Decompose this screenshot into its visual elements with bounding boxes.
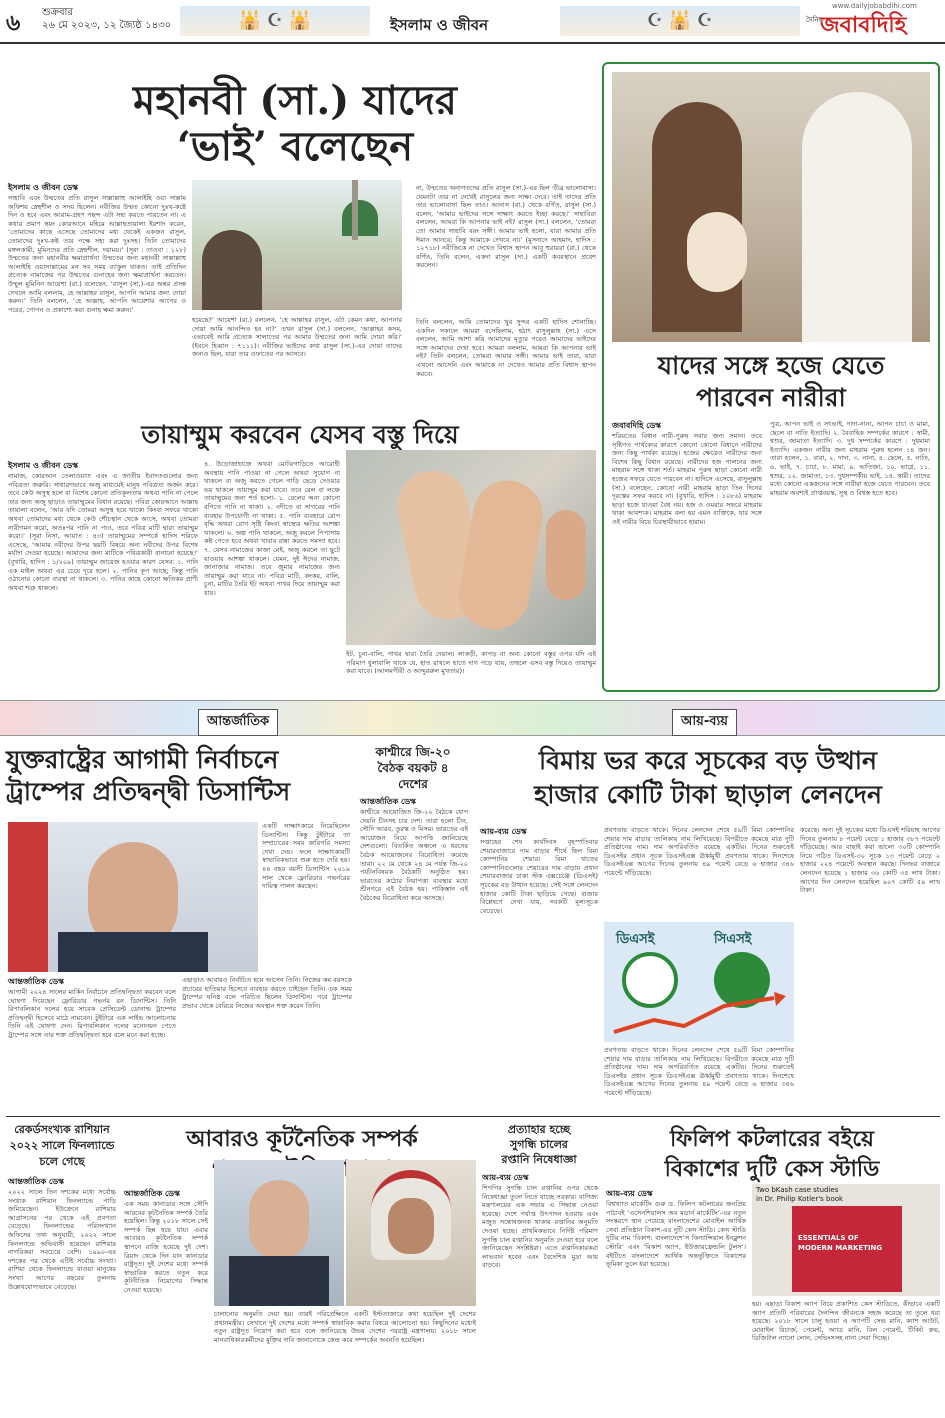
article6-column-2: প্রবণতায় বাড়তে থাকে। দিনের লেনদেন শেষে ৫৯টি বিমা কোম্পানির শেয়ার দাম বাড়ার তালিকায় নাম লিখিয়েছে। বিপরীতে কমেছে মাত্র দুটি প্রতিষ্ঠানের দাম। দাম অপরিবর্তিত রয়েছে একটির। দিনের শুরুতেই ডিএসইর প্রধান সূচক ডিএসইএক্স ঊর্ধ্বমুখী প্রবণতায় থাকে। দিনশেষে ডিএসইএক্স আগের দিনের তুলনায় ৪৯ পয়েন্ট বেড়ে ৬ হাজার ৩৪৬ পয়েন্টে দাঁড়িয়েছে। (604, 826, 794, 877)
book-cover (792, 1206, 902, 1292)
book-caption-2: in Dr. Philip Kotler's book (756, 1195, 844, 1203)
article7-headline: রেকর্ডসংখ্যক রাশিয়ান ২০২২ সালে ফিনল্যান্ডে চলে গেছে (9, 1123, 115, 1168)
baby-silhouette (687, 212, 747, 292)
article1-column-2: হয়েছে?’ আয়েশা (রা.) বললেন, ‘হে আল্লাহর রাসুল, এটা কেমন কথা, আপনার দোয়া আমি আনন্দিত হব না?’ তখন রাসুল (সা.) বললেন, ‘আল্লাহর কসম, এভাবেই আমি প্রত্যেক সালাতের পর আমার উম্মতের জন্য আমি দোয়া করি।’ (ইবনে হিব্বান : ৭১১১)। নবীজির ভাইদের কথা রাসুল (সা.)-এর দোয়া তাদের জন্যও ছিল, যারা তার ওফাতের পর আসবে। (192, 316, 402, 359)
article1-column-4: তিনি বললেন, আমি তোমাদের খুব সুন্দর একটি হাদিস শোনাচ্ছি। একদিন সকালে আমরা বসেছিলাম, হঠাৎ রাসুলুল্লাহ (সা.) এসে বললেন, আমি আশা করি আমাদের মৃত্যুর পরেও আমাদের ভাইদের সঙ্গে আমাদের দেখা হবে। আমরা বললাম, আমরা কি আপনার ভাই নই? তিনি বললেন, তোমরা আমার সঙ্গী। আমার ভাই তারা, যারা এখনো আসেনি এবং আমাকে না দেখেও আমার প্রতি বিশ্বাস স্থাপন করবে। (416, 318, 596, 378)
article4-desantis-photo (8, 822, 258, 972)
book-title-line-1: ESSENTIALS OF (798, 1234, 859, 1242)
suit-silhouette-trudeau (229, 1256, 329, 1306)
article4-column-2: একটি সাক্ষাৎকারে নিয়েছিলেন ডিসান্টিস। কিন্তু টুইটারে তা সম্প্রচারের সময় কারিগরি সমস্যা দেখা দেয়। ফলে সাক্ষাৎকারটি স্বাভাবিকভাবে শুরু হতে দেরি হয়। ৪৪ বছর বয়সী ডিসান্টিস ২০১৯ সাল থেকে ফ্লোরিডার গভর্নরের দায়িত্ব পালন করছেন। (262, 822, 350, 891)
article6-column-1: সপ্তাহের শেষ কার্যদিবস বৃহস্পতিবার শেয়ারবাজারে দাম বাড়ার শীর্ষে ছিল বিমা কোম্পানির শেয়ার। বিমা খাতের কোম্পানিগুলোর শেয়ারের দাম বাড়ায় প্রধান শেয়ারবাজার ঢাকা স্টক এক্সচেঞ্জে (ডিএসই) সূচকের বড় উত্থান হয়েছে। সেই সঙ্গে লেনদেন হাজার কোটি টাকা ছাড়িয়ে গেছে। বাজার বিশ্লেষণে দেখা যায়, সবকটি মূল্যসূচক বেড়েছে। (480, 838, 598, 915)
article10-headline: ফিলিপ কটলারের বইয়ে বিকাশের দুটি কেস স্টাডি (664, 1126, 880, 1182)
article3-column-1: নামাজ, কোরআন তেলাওয়াত এবং এ জাতীয় ইবাদতগুলোর জন্য পবিত্রতা জরুরি। সাধারণভাবে অজু মাধ্যমেই মানুষ পবিত্রতা অর্জন করে। তবে কেউ অসুস্থ হলে বা বিশেষ কোনো প্রতিকূলতায় অথবা পানি না পেলে তার জন্য অজু ছাড়াও তায়াম্মুমের বিধান রয়েছে। পবিত্র কোরআনে আল্লাহ তায়ালা বলেন, ‘আর যদি তোমরা অসুস্থ হয়ে থাকো কিংবা সফরে থাকো অথবা তোমাদের মধ্য থেকে কেউ শৌচস্থান থেকে আসে, অথবা তোমরা নারীগমন করো, অতঃপর পানি না পাও, তবে পবিত্র মাটি দ্বারা তায়াম্মুম করো।’ (সূরা নিসা, আয়াত : ৪৩) তায়াম্মুমের সম্পর্কে হাদিস শরিফে এসেছে, ‘আমার নবীদের উপর ছয়টি বিষয়ে অন্য নবীদের উপর বিশেষ মর্যাদা দেওয়া হয়েছে। আমাদের জন্য মাটিকে পবিত্রকারী বানানো হয়েছে।’ (বুখারি, হাদিস : ১/২০৯) তায়াম্মুম জায়েজ হওয়ার কারণ যেসব: ১. পানি এক মাইল অথবা এর চেয়ে দূরে হলে। ২. পানির কূপ আছে; কিন্তু পানি ওঠানোর কোনো ব্যবস্থা না থাকলে। ৩. পানির কাছে কোনো ক্ষতিকর প্রাণী অথবা শত্রু থাকলে। (8, 472, 198, 592)
article2-column-2: পুত্র, আপন ভাই ও সৎভাই, দাদা-নানা, আপন চাচা ও মামা, ছেলে বা নাতি ইত্যাদি। ২. বৈবাহিক সম্পর্কের কারণে : স্বামী, শ্বশুর, জামাতা ইত্যাদি। ৩. দুধ সম্পর্কের কারণে : দুধমামা ইত্যাদি। একজন নারীর জন্য মাহরাম পুরুষ হলেন ১৪ জন। তারা হলেন, ১. বাবা, ২. দাদা, ৩. নানা, ৪. ছেলে, ৫. নাতি, ৬. ভাই, ৭. চাচা, ৮. মামা, ৯. ভাতিজা, ১০. ভাগ্নে, ১১. শ্বশুর, ১২. জামাতা, ১৩. দুধসম্পর্কীয় ভাই, ১৪. স্বামী। তাদের মধ্যে কোনো একজনের সঙ্গে নারীরা হজে যেতে পারবেন। তবে মাহরাম অবশ্যই প্রাপ্তবয়স্ক, সুস্থ ও বিশ্বস্ত হতে হবে। (770, 420, 930, 497)
article10-byline: আয়-ব্যয় ডেস্ক (606, 1189, 653, 1198)
article1-column-1: সাহাবি এবং উম্মতের প্রতি রাসুল সাল্লাল্লাহু আলাইহি ওয়া সাল্লাম অফিশয় স্নেহশীল ও সদয় ছিলেন। নবীজির উম্মত কোনো দুঃখ-কষ্টে দিন ও হবে এবং আরাম-গ্রহণ পছন্দ এটা সহ্য করতে পারতেন না। এ কথার প্রমাণ স্বয়ং কোরআনে মহিমে আল্লাহতায়ালা ইরশাদ করেন, ‘তোমাদের কাছে এসেছে তোমাদের মধ্য থেকেই একজন রাসুল, তোমাদের দুঃখ-কষ্ট তার পক্ষে সহ্য করা দুঃসহ। তিনি তোমাদের মঙ্গলকামী, মুমিনদের প্রতি স্নেহশীল, দয়াময়।’ (সূরা : তাওবা : ১২৮) উম্মতের জন্য মহানবীর ক্ষমাপ্রার্থনা উম্মতের জন্য মহানবী সাল্লাল্লাহু আলাইহি ওয়াসাল্লামের মন সব সময় ব্যাকুল থাকত। তাই প্রতিদিন প্রত্যেক নামাজের পর উম্মতের গুনাহের জন্য ক্ষমাপ্রার্থনা করতেন। উম্মুল মুমিনিন আয়েশা (রা.) বলেছেন, ‘রাসুল (সা.)-এর অন্তর প্রসন্ন দেখলে আমি বললাম, হে আল্লাহর রাসুল, আপনি আমার জন্য দোয়া করুন।’ তিনি বললেন, ‘হে আল্লাহ, আপনি আয়েশার আগের ও পরের, গোপন ও প্রকাশ্যে করা গুনাহ ক্ষমা করুন।’ (8, 194, 186, 314)
article6-column-3: করেছে। অন্য দুই সূচকের মধ্যে ডিএসই শরিয়াহ আগের দিনের তুলনায় ৮ পয়েন্ট বেড়ে ১ হাজার ৩৮৭ পয়েন্টে দাঁড়িয়েছে। আর বাছাই করা ভালো ৩০টি কোম্পানি নিয়ে গঠিত ডিএসই-৩০ সূচক ১৩ পয়েন্ট বেড়ে ২ হাজার ২২৪ পয়েন্টে অবস্থান করছে। দিনভর বাজারে লেনদেন হয়েছে ১ হাজার ৩৬ কোটি ৩৫ লাখ টাকা। আগের দিন লেনদেন হয়েছিল ৯০৭ কোটি ৫৯ লাখ টাকা। (800, 826, 940, 895)
article6-byline: আয়-ব্যয় ডেস্ক (480, 827, 527, 836)
face-silhouette-mbs (388, 1198, 434, 1254)
book-caption-1: Two bKash case studies (756, 1186, 839, 1194)
international-section-label: আন্তর্জাতিক (198, 709, 278, 736)
article8-byline: আন্তর্জাতিক ডেস্ক (124, 1189, 180, 1198)
section-title: ইসলাম ও জীবন (390, 16, 489, 34)
article3-headline: তায়াম্মুম করবেন যেসব বস্তু দিয়ে (141, 420, 459, 449)
face-silhouette-trudeau (249, 1180, 309, 1260)
article8-headline: আবারও কূটনৈতিক সম্পর্ক (186, 1126, 418, 1152)
article3-tayammum-photo (346, 450, 596, 645)
article10-book-graphic (752, 1184, 940, 1296)
header-mosque-banner-left: 🕌 ☪ 🕌 (180, 6, 370, 36)
article5-headline: কাশ্মীরে জি-২০ বৈঠক বয়কট ৪ দেশের (375, 745, 451, 791)
article1-column-3: না, উম্মতের অনাগতদের প্রতি রাসুল (সা.)-এর ছিল তীব্র ভালোবাসা। যেমনটা তার না দেখেই রাসুলের জন্য সাক্ষ্য দেবে। তাই তাদের প্রতি তার ভালোবাসা ছিল তাও। আনাস (রা.) থেকে বর্ণিত, রাসুল (সা.) বলেন, ‘আমার ভাইদের সঙ্গে সাক্ষাৎ করতে ইচ্ছা করছে।’ সাহাবিরা বললেন, আমরা কি আপনার ভাই নই? রাসুল (সা.) বললেন, ‘তোমরা তো আমার সাহাবি বরং সঙ্গী। আমার ভাই হলো, যারা আমার প্রতি ঈমান আনবে; কিন্তু আমাকে দেখবে না।’ (মুসনাদে আহমাদ, হাদিস : ১২৭১৮) নবীজিকে না দেখেও বিশ্বাস স্থাপন আবু হুরায়রা (রা.) থেকে বর্ণিত, তিনি বলেন, একদা রাসুল (সা.) একটি কবরস্থানে প্রবেশ করলেন। (416, 184, 596, 270)
article8-trudeau-photo (214, 1160, 344, 1306)
article3-column-2: ৪. উড়োজাহাজে অথবা মোটরগাড়িতে আরোহী অবস্থায় পানি পাওয়া না গেলে অথবা সুযোগ না থাকলে বা অজু করতে গেলে গাড়ি ছেড়ে দেওয়ার ভয় থাকলে তায়াম্মুম করা যাবে। তবে রেল বা লঞ্চে তায়াম্মুমের জন্য শর্ত হলো- ১. রেলের অন্য কোনো বগিতে পানি না থাকা। ২. নদীতে বা সাগরের পানি ব্যবহার উপযোগী না থাকা। ৫. পানি ব্যবহারে রোগ বৃদ্ধি অথবা রোগ সৃষ্টি কিংবা স্বাস্থ্যের ক্ষতির আশঙ্কা থাকলে। ৬. অল্প পানি থাকলে, অজু করলে পিপাসায় কষ্ট পেতে হবে অথবা খাবার রান্না করতে সমস্যা হবে। ৭. যেসব নামাজের কাজা নেই, অজু করলে তা ছুটে যাওয়ার আশঙ্কা থাকলে। যেমন, দুই ঈদের নামাজ, জানাজার নামাজ। তবে জুমার নামাজের জন্য তায়াম্মুম করা যাবে না। পবিত্র মাটি, কংকর, বালি, চুনা, মাটির তৈরি ইট অথবা পাথর দিয়ে তায়াম্মুম করা যায়। (204, 460, 340, 597)
minaret-icon (352, 180, 358, 240)
article4-column-1: আগামী ২০২৪ সালের মার্কিন নির্বাচনে প্রতিদ্বন্দ্বিতা করবেন বলে ঘোষণা দিয়েছেন ফ্লোরিডার গভর্নর রন ডিসান্টিস। তিনি রিপাবলিকান দলের হয়ে সাবেক প্রেসিডেন্ট ডোনাল্ড ট্রাম্পের প্রতিদ্বন্দ্বী হিসেবে মাঠে নামবেন। টুইটারে এক লাইভ আলোচনায় তিনি এই ঘোষণা দেন। রিপাবলিকান দলের মনোনয়ন পেতে ট্রাম্পের সঙ্গে তার শক্ত প্রতিদ্বন্দ্বিতা হবে বলে মনে করা হচ্ছে। (8, 988, 176, 1039)
article9-byline: আয়-ব্যয় ডেস্ক (482, 1173, 529, 1182)
article6-market-graphic (604, 922, 794, 1042)
worshipper-silhouette (202, 230, 262, 310)
article4-byline: আন্তর্জাতিক ডেস্ক (8, 977, 64, 986)
income-expense-section-label: আয়-ব্যয় (672, 709, 737, 736)
newspaper-logo: জবাবদিহি (820, 12, 907, 38)
article9-headline: প্রত্যাহার হচ্ছে সুগন্ধি চালের রপ্তানি নিষেধাজ্ঞা (501, 1123, 577, 1166)
article2-byline: জবাবদিহি ডেস্ক (612, 421, 662, 430)
article4-headline: যুক্তরাষ্ট্রের আগামী নির্বাচনে ট্রাম্পের প্রতিদ্বন্দ্বী ডিসান্টিস (6, 745, 291, 806)
article8-mbs-photo (346, 1160, 476, 1306)
issue-date-text: ২৬ মে ২০২৩, ১২ জ্যৈষ্ঠ ১৪৩০ (42, 20, 172, 31)
article5-column-1: কাশ্মীরে আয়োজিত জি-২০ বৈঠকে যোগ দেয়নি চীনসহ চার দেশ। তারা হলো চীন, সৌদি আরব, তুরস্ক ও মিসর। ভারতের এই আয়োজন নিয়ে আপত্তি জানিয়েছে দেশগুলো। বিতর্কিত অঞ্চলে এ ধরনের বৈঠক আয়োজনের বিরোধিতা করেছে তারা। ২২ মে থেকে ২৪ মে পর্যন্ত জি-২০ পর্যটনবিষয়ক বৈঠকটি অনুষ্ঠিত হয়। ভারতের কঠোর নিরাপত্তা ব্যবস্থার মধ্যে শ্রীনগরে এই বৈঠক হয়। পাকিস্তান এই বৈঠকের বিরোধিতা করে আসছে। (360, 808, 468, 902)
section-band (0, 700, 945, 736)
article7-byline: আন্তর্জাতিক ডেস্ক (8, 1177, 64, 1186)
hand-right (454, 475, 549, 635)
issue-date (42, 6, 171, 32)
dse-label: ডিএসই (616, 932, 655, 947)
page-header (0, 0, 945, 44)
article10-column-2: হয়। এছাড়া বিকাশ অ্যাপ নিয়ে প্রকাশিত কেস স্টাডিতে, কীভাবে একটি অ্যাপ প্রতিটি পরিবারের দৈনন্দিন জীবনকে সহজ করেছে তা তুলে ধরা হয়েছে। ২০১৮ সালে চালু হওয়া এ অ্যাপটি সেন্ড মানি, ক্যাশ আউট, মোবাইল রিচার্জ, পেমেন্ট, অ্যাড মানি, বিল পেমেন্ট, টিকিট ক্রয়, ডিজিটাল ন্যানো লোন, সেভিংসসহ নানা সেবা দিচ্ছে। (752, 1300, 940, 1343)
article6-headline: বিমায় ভর করে সূচকের বড় উত্থান হাজার কোটি টাকা ছাড়াল লেনদেন (534, 746, 882, 809)
article2-headline: যাদের সঙ্গে হজে যেতে পারবেন নারীরা (657, 351, 885, 412)
article3-column-3: ইট, চুনা-বালি, পাথর দ্বারা তৈরি দেয়াল। লাকড়ী, কাপড় বা অন্য কোনো বস্তুর ওপর যদি এই পরিমাণ ধুলাবালি থাকে যে, হাত রাখলে হাতে দাগ পড়ে যায়, তাহলে এসব বস্তু দিয়েও তায়াম্মুম করা যাবে। (আলমগীরী ও আদ্দুররুল মুখতার)। (346, 650, 596, 676)
flag-stripe (8, 822, 48, 972)
article1-headline: মহানবী (সা.) যাদের ‘ভাই’ বলেছেন (133, 77, 457, 170)
suit-silhouette (58, 932, 208, 972)
article5-byline: আন্তর্জাতিক ডেস্ক (360, 797, 416, 806)
article1-byline: ইসলাম ও জীবন ডেস্ক (8, 183, 78, 192)
article2-family-photo (612, 72, 930, 342)
header-mosque-banner-right: ☪ 🕌 ☪ (560, 6, 800, 36)
article10-column-1: বিশ্বখ্যাত মার্কেটিং গুরু ড. ফিলিপ কটলারের জনপ্রিয় পাঠ্যবই ‘এসেনশিয়ালস অব মডার্ন মার্কেটিং’-এর নতুন সংস্করণে স্থান পেয়েছে বাংলাদেশের মোবাইল আর্থিক সেবা প্রতিষ্ঠান বিকাশ-এর দুটি কেস স্টাডি। কেস স্টাডি দুটির নাম ‘বিকাশ: বাংলাদেশে’স ফিন্যান্সিয়াল ইনক্লুশন স্টোরি’ এবং ‘বিকাশ অ্যাপ, ইউজারফ্রেন্ডলি টুলস’। বইটিতে বাংলাদেশে আর্থিক অন্তর্ভুক্তিতে বিকাশের ভূমিকা তুলে ধরা হয়েছে। (606, 1200, 746, 1269)
palm-on-stone (546, 510, 586, 600)
article8-column-2: চালানোর অনুমতি দেয়া হয়। তারই পরিপ্রেক্ষিতে একটি ইস্টতাজারে কথা হয়েছিল দুই দেশের প্রধানমন্ত্রীর। সেখানে দুই দেশের মধ্যে সম্পর্ক স্বাভাবিক করার বিষয়ে আলোচনা হয়। কিছুদিনের মধ্যেই নতুন রাষ্ট্রদূত নিয়োগ করা হবে বলে জানিয়েছে উভয় দেশের পররাষ্ট্র মন্ত্রণালয়। ২০১৮ সালে মানবাধিকারকর্মীদের মুক্তির দাবি জানানোকে কেন্দ্র করে সম্পর্কের অবনতি হয়েছিল। (214, 1310, 476, 1344)
logo-prefix: দৈনিক (806, 16, 824, 24)
article3-byline: ইসলাম ও জীবন ডেস্ক (8, 461, 78, 470)
article2-column-1: শরিয়তের বিধান নারী-পুরুষ সবার জন্য সমান। তবে সৃষ্টিগত পার্থক্যের কারণে কোনো কোনো বিধানে নারীদের জন্য কিছু পার্থক্য রয়েছে। হজের ক্ষেত্রেও নারীদের জন্য বিশেষ কিছু বিধান রয়েছে। নারীদের হজ পালনের জন্য মাহরাম সঙ্গে থাকা শর্ত। মাহরাম পুরুষ ছাড়া কোনো নারী হজের সফরে যেতে পারবেন না। হাদিসে এসেছে, রাসুলুল্লাহ (সা.) বলেছেন, কোনো নারী মাহরাম ছাড়া তিন দিনের দূরত্বের সফর করবে না। (বুখারি, হাদিস : ১০৮৬) মাহরাম ছাড়া হজে যাওয়া বৈধ নয়। হজ ও ওমরার সফরে মাহরাম থাকা আবশ্যক। মাহরাম বলা হয় এমন ব্যক্তিকে, যার সঙ্গে ওই নারীর বিয়ে চিরস্থায়ীভাবে হারাম। (612, 432, 762, 526)
issue-day: শুক্রবার (42, 7, 73, 18)
page-number: ৬ (6, 11, 21, 36)
book-title-line-2: MODERN MARKETING (798, 1244, 883, 1252)
article7-column-1: ২০২২ সালে তিন দশকের মধ্যে সর্বোচ্চ সংখ্যক রাশিয়ান ফিনল্যান্ডে পাড়ি জমিয়েছেন। ইউক্রেনে রাশিয়ার আগ্রাসনের পর থেকে এই প্রবণতা বেড়েছে। ফিনল্যান্ডের পরিসংখ্যান অফিসের তথ্য অনুযায়ী, ২০২২ সালে ফিনল্যান্ডে অভিবাসী হয়েছেন রাশিয়ার নাগরিকরা সবচেয়ে বেশি। ১৯৯০-এর দশকের পর থেকে এটিই সর্বোচ্চ সংখ্যা। রাশিয়া থেকে ফিনল্যান্ডে যাওয়া মানুষের সংখ্যা আগের বছরের তুলনায় উল্লেখযোগ্যভাবে বেড়েছে। (8, 1188, 116, 1291)
article9-column-1: শিগগির সুগন্ধি চাল রপ্তানির ওপর থেকে নিষেধাজ্ঞা তুলে নিতে যাচ্ছে সরকার। বাণিজ্য মন্ত্রণালয়ের এক সভায় এ সিদ্ধান্ত নেওয়া হয়েছে। দেশে পর্যাপ্ত উৎপাদন হওয়ায় এবং মজুত সন্তোষজনক থাকায় রপ্তানির অনুমতি দেওয়া হচ্ছে। প্রাথমিকভাবে নির্দিষ্ট পরিমাণ সুগন্ধি চাল রপ্তানির অনুমতি দেওয়া হবে বলে জানিয়েছেন সংশ্লিষ্টরা। এতে রপ্তানিকারকরা লাভবান হবেন এবং বৈদেশিক মুদ্রা আয় বাড়বে। (482, 1184, 598, 1270)
cse-label: সিএসই (714, 932, 752, 947)
father-silhouette (802, 92, 912, 342)
article4-column-3: এছাড়াও আবারও নির্বাচিত হয়ে আসেন তিনি। নিজের কম বয়সকে প্রচারের হাতিয়ার হিসেবে ব্যবহার করতে চাইছেন তিনি। এক সময় ট্রাম্পের ঘনিষ্ঠ বলে পরিচিত ছিলেন ডিসান্টিস। পরে ট্রাম্পের প্রভাব থেকে বেরিয়ে নিজের অবস্থান শক্ত করেন তিনি। (182, 976, 352, 1010)
market-trend-arrow-icon (604, 992, 794, 1042)
section-divider (6, 1116, 940, 1117)
article8-column-1: এক সময় কানাডার সঙ্গে সৌদি আরবের কূটনৈতিক সম্পর্ক তৈরি হয়েছিল। কিন্তু ২০১৮ সালে সেই সম্পর্ক ছিন্ন হয়ে যায়। এবার আবারও কূটনৈতিক সম্পর্ক স্থাপনে রাজি হয়েছে দুই দেশ। রিয়াদ থেকে দিন যান কানাডার রাষ্ট্রদূত। দুই দেশের মধ্যে সম্পর্ক স্বাভাবিক করতে নতুন করে কূটনীতিক নিয়োগের সিদ্ধান্ত নেওয়া হয়েছে। (124, 1200, 208, 1294)
site-url[interactable]: www.dailyjobabdihi.com (832, 2, 917, 10)
article6-column-2b: প্রবণতায় বাড়তে থাকে। দিনের লেনদেন শেষে ৫৯টি বিমা কোম্পানির শেয়ার দাম বাড়ার তালিকায় নাম লিখিয়েছে। বিপরীতে কমেছে মাত্র দুটি প্রতিষ্ঠানের দাম। দাম অপরিবর্তিত রয়েছে একটির। দিনের শুরুতেই ডিএসইর প্রধান সূচক ডিএসইএক্স ঊর্ধ্বমুখী প্রবণতায় থাকে। দিনশেষে ডিএসইএক্স আগের দিনের তুলনায় ৪৯ পয়েন্ট বেড়ে ৬ হাজার ৩৪৬ পয়েন্টে দাঁড়িয়েছে। (604, 1046, 794, 1097)
article1-photo-mosque (192, 180, 402, 310)
green-dome-icon (342, 200, 378, 236)
